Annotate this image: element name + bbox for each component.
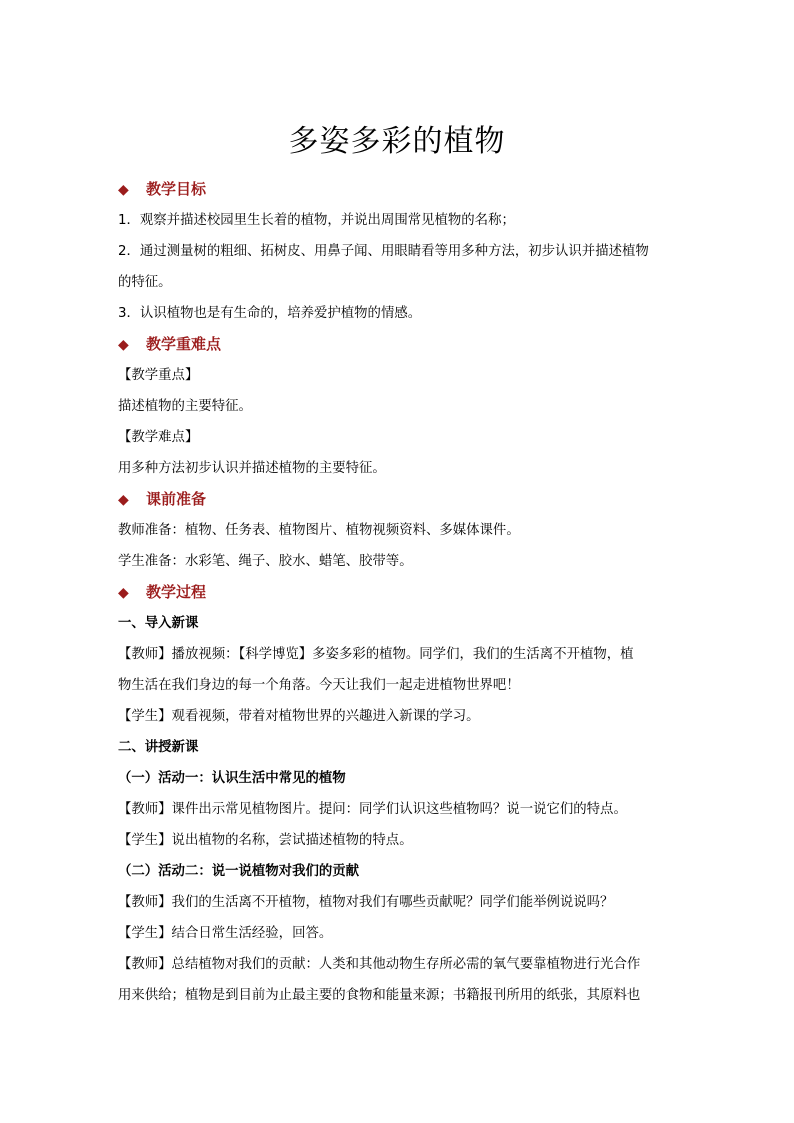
diamond-bullet-icon: ◆: [118, 492, 129, 508]
section-heading-text: 课前准备: [146, 490, 207, 508]
paragraph-line: 【学生】结合日常生活经验，回答。: [118, 926, 333, 941]
paragraph-line: 【教师】总结植物对我们的贡献：人类和其他动物生存所必需的氧气要靠植物进行光合作: [118, 957, 641, 972]
difficulty-label: 【教学难点】: [118, 430, 199, 445]
paragraph-line: 物生活在我们身边的每一个角落。今天让我们一起走进植物世界吧！: [118, 678, 520, 693]
paragraph-line: 【教师】播放视频：【科学博览】多姿多彩的植物。同学们，我们的生活离不开植物，植: [118, 647, 634, 662]
document-body: [118, 174, 678, 1011]
paragraph-line: 【教师】我们的生活离不开植物，植物对我们有哪些贡献呢？同学们能举例说说吗？: [118, 895, 614, 910]
subsection-title: 一、导入新课: [118, 616, 199, 631]
paragraph-line: 【学生】观看视频，带着对植物世界的兴趣进入新课的学习。: [118, 709, 480, 724]
diamond-bullet-icon: ◆: [118, 585, 129, 601]
page-title: 多姿多彩的植物: [288, 124, 506, 159]
paragraph-line: 3．认识植物也是有生命的，培养爱护植物的情感。: [118, 306, 422, 321]
paragraph-line: 【教师】课件出示常见植物图片。提问：同学们认识这些植物吗？说一说它们的特点。: [118, 802, 627, 817]
section-heading-preparation: [118, 484, 678, 515]
focus-text: 描述植物的主要特征。: [118, 399, 252, 414]
section-heading-objectives: [118, 174, 678, 205]
activity-title: （二）活动二：说一说植物对我们的贡献: [118, 864, 360, 879]
difficulty-text: 用多种方法初步认识并描述植物的主要特征。: [118, 461, 386, 476]
paragraph-line: 2．通过测量树的粗细、拓树皮、用鼻子闻、用眼睛看等用多种方法，初步认识并描述植物: [118, 244, 649, 259]
section-heading-text: 教学重难点: [146, 335, 222, 353]
focus-label: 【教学重点】: [118, 368, 199, 383]
paragraph-line: 的特征。: [118, 275, 172, 290]
subsection-title: 二、讲授新课: [118, 740, 199, 755]
section-heading-text: 教学过程: [146, 583, 207, 601]
section-heading-text: 教学目标: [146, 180, 207, 198]
paragraph-line: 用来供给；植物是到目前为止最主要的食物和能量来源；书籍报刊所用的纸张，其原料也: [118, 988, 641, 1003]
student-preparation: 学生准备：水彩笔、绳子、胶水、蜡笔、胶带等。: [118, 554, 413, 569]
diamond-bullet-icon: ◆: [118, 182, 129, 198]
activity-title: （一）活动一：认识生活中常见的植物: [118, 771, 346, 786]
diamond-bullet-icon: ◆: [118, 337, 129, 353]
teacher-preparation: 教师准备：植物、任务表、植物图片、植物视频资料、多媒体课件。: [118, 523, 520, 538]
section-heading-process: [118, 577, 678, 608]
paragraph-line: 【学生】说出植物的名称，尝试描述植物的特点。: [118, 833, 413, 848]
section-heading-key-points: [118, 329, 678, 360]
paragraph-line: 1．观察并描述校园里生长着的植物，并说出周围常见植物的名称；: [118, 213, 515, 228]
